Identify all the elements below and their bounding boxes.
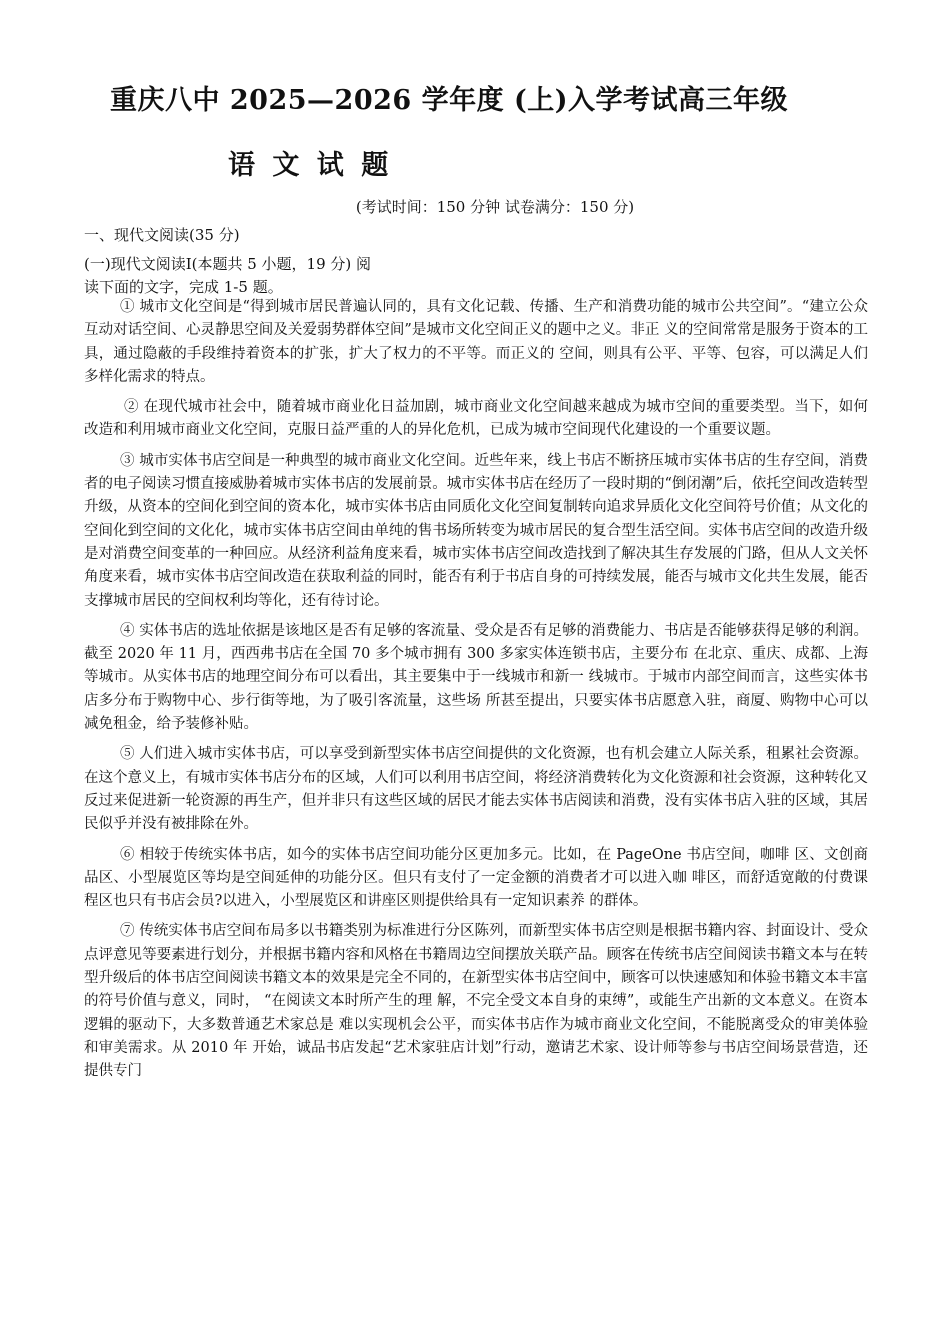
exam-title: 重庆八中 2025—2026 学年度 (上)入学考试高三年级 [110, 85, 789, 116]
paragraph-1: ① 城市文化空间是“得到城市居民普遍认同的，具有文化记载、传播、生产和消费功能的城市公共空间”。“建立公众互动对话空间、心灵静思空间及关爱弱势群体空间”是城市文化空间正义的题中之义。非正 义的空间常常是服务于资本的工具，通过隐蔽的手段维持着资本的扩张，扩大了权力的不平等。而正义的 空间，则具有公平、平等、包容，可以满足人们多样化需求的特点。 [84, 299, 868, 385]
subsection-instructions: (一)现代文阅读I(本题共 5 小题，19 分) 阅读下面的文字，完成 1-5 题。 [84, 255, 372, 296]
exam-info: (考试时间：150 分钟 试卷满分：150 分) [355, 198, 635, 216]
paragraph-2: ② 在现代城市社会中，随着城市商业化日益加剧，城市商业文化空间越来越成为城市空间的重要类型。当下，如何改造和利用城市商业文化空间，克服日益严重的人的异化危机，已成为城市空间现代化建设的一个重要议题。 [84, 399, 868, 439]
paragraph-4: ④ 实体书店的选址依据是该地区是否有足够的客流量、受众是否有足够的消费能力、书店是否能够获得足够的利润。截至 2020 年 11 月，西西弗书店在全国 70 多个城市拥有 300 多家实体连锁书店，主要分布 在北京、重庆、成都、上海等城市。从实体书店的地理空间分布可以看出，其主要集中于一线城市和新一 线城市。于城市内部空间而言，这些实体书店多分布于购物中心、步行街等地，为了吸引客流量，这些场 所甚至提出，只要实体书店愿意入驻，商厦、购物中心可以减免租金，给予装修补贴。 [84, 622, 868, 733]
paragraph-3: ③ 城市实体书店空间是一种典型的城市商业文化空间。近些年来，线上书店不断挤压城市实体书店的生存空间，消费者的电子阅读习惯直接威胁着城市实体书店的发展前景。城市实体书店在经历了一段时期的“倒闭潮”后，依托空间改造转型升级，从资本的空间化到空间的资本化，城市实体书店由同质化文化空间复制转向追求异质化文化空间符号价值；从文化的空间化到空间的文化化，城市实体书店空间由单纯的售书场所转变为城市居民的复合型生活空间。实体书店空间的改造升级是对消费空间变革的一种回应。从经济利益角度来看，城市实体书店空间改造找到了解决其生存发展的门路，但从人文关怀角度来看，城市实体书店空间改造在获取利益的同时，能否有利于书店自身的可持续发展，能否与城市文化共生发展，能否支撑城市居民的空间权利均等化，还有待讨论。 [84, 452, 868, 609]
reading-passage [84, 296, 868, 1091]
section-heading: 一、现代文阅读(35 分) [84, 226, 240, 244]
paragraph-5: ⑤ 人们进入城市实体书店，可以享受到新型实体书店空间提供的文化资源，也有机会建立人际关系，租累社会资源。在这个意义上，有城市实体书店分布的区域，人们可以利用书店空间，将经济消费转化为文化资源和社会资源，这种转化又反过来促进新一轮资源的再生产，但并非只有这些区域的居民才能去实体书店阅读和消费，没有实体书店入驻的区域，其居民似乎并没有被排除在外。 [84, 746, 868, 833]
paragraph-6: ⑥ 相较于传统实体书店，如今的实体书店空间功能分区更加多元。比如，在 PageOne 书店空间，咖啡 区、文创商品区、小型展览区等均是空间延伸的功能分区。但只有支付了一定金额的消费者才可以进入咖 啡区，而舒适宽敞的付费课程区也只有书店会员?以进入，小型展览区和讲座区则提供给具有一定知识素养 的群体。 [84, 846, 868, 910]
paragraph-7: ⑦ 传统实体书店空间布局多以书籍类别为标准进行分区陈列，而新型实体书店空则是根据书籍内容、封面设计、受众点评意见等要素进行划分，并根据书籍内容和风格在书籍周边空间摆放关联产品。顾客在传统书店空间阅读书籍文本与在转型升级后的体书店空间阅读书籍文本的效果是完全不同的，在新型实体书店空间中，顾客可以快速感知和体验书籍文本丰富的符号价值与意义，同时， “在阅读文本时所产生的理 解，不完全受文本自身的束缚”，或能生产出新的文本意义。在资本逻辑的驱动下，大多数普通艺术家总是 难以实现机会公平，而实体书店作为城市商业文化空间，不能脱离受众的审美体验和审美需求。从 2010 年 开始，诚品书店发起“艺术家驻店计划”行动，邀请艺术家、设计师等参与书店空间场景营造，还提供专门 [84, 923, 868, 1080]
subject-title: 语 文 试 题 [228, 150, 393, 181]
